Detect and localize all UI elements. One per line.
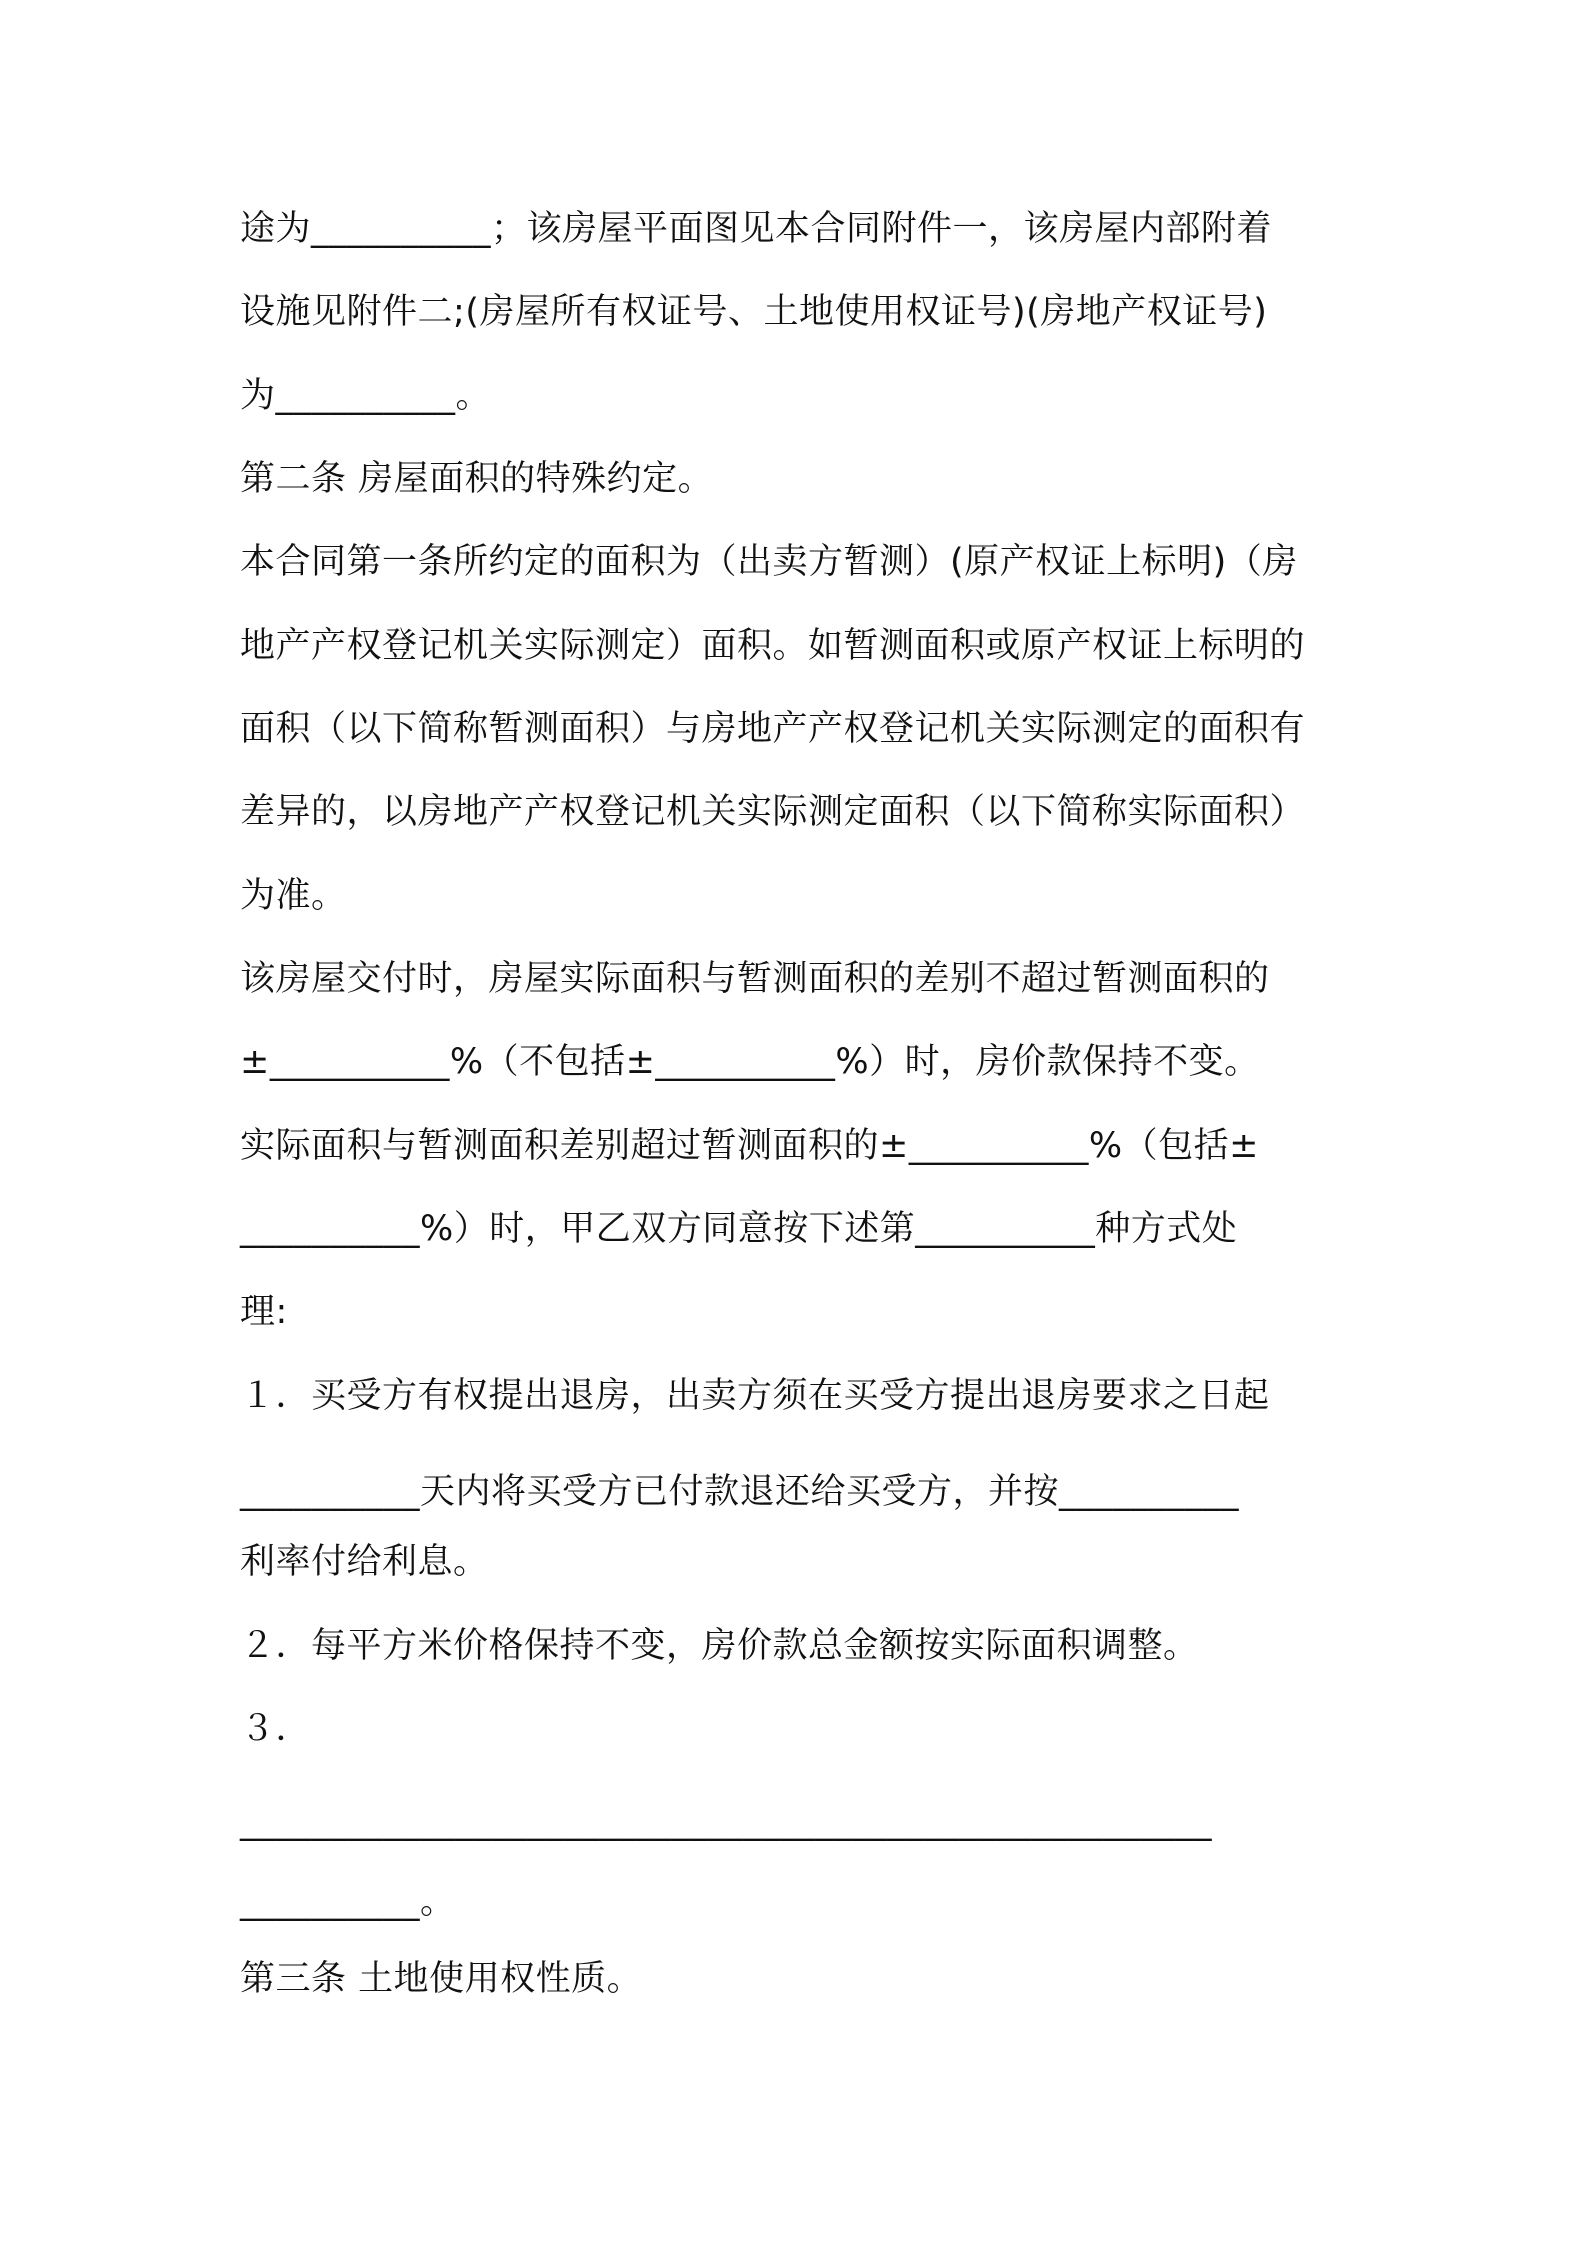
blank-line: ______________________________________________________	[240, 1802, 1212, 1842]
text-line: 为准。	[240, 876, 347, 916]
text-line: 为__________。	[240, 376, 492, 416]
text-line: 实际面积与暂测面积差别超过暂测面积的±__________%（包括±	[240, 1126, 1259, 1166]
section-heading: 第三条 土地使用权性质。	[240, 1959, 643, 1999]
text-line: 设施见附件二;(房屋所有权证号、土地使用权证号)(房地产权证号)	[240, 292, 1268, 332]
text-line: 差异的，以房地产产权登记机关实际测定面积（以下简称实际面积）	[240, 792, 1306, 832]
text-line: 面积（以下简称暂测面积）与房地产产权登记机关实际测定的面积有	[240, 709, 1306, 749]
text-line: __________天内将买受方已付款退还给买受方，并按__________	[240, 1472, 1240, 1512]
text-line: ±__________%（不包括±__________%）时，房价款保持不变。	[240, 1042, 1260, 1082]
text-line: 利率付给利息。	[240, 1542, 489, 1582]
text-line: 该房屋交付时，房屋实际面积与暂测面积的差别不超过暂测面积的	[240, 959, 1270, 999]
text-line: __________%）时，甲乙双方同意按下述第__________种方式处	[240, 1209, 1238, 1249]
list-item: １．买受方有权提出退房，出卖方须在买受方提出退房要求之日起	[240, 1376, 1270, 1416]
text-line: 本合同第一条所约定的面积为（出卖方暂测）(原产权证上标明)（房	[240, 542, 1298, 582]
section-heading: 第二条 房屋面积的特殊约定。	[240, 459, 714, 499]
text-line: 地产产权登记机关实际测定）面积。如暂测面积或原产权证上标明的	[240, 626, 1306, 666]
list-item: ２．每平方米价格保持不变，房价款总金额按实际面积调整。	[240, 1626, 1199, 1666]
text-line: 理:	[240, 1292, 288, 1332]
list-item: ３．	[240, 1709, 312, 1749]
text-line: 途为__________；该房屋平面图见本合同附件一，该房屋内部附着	[240, 209, 1273, 249]
text-line: __________。	[240, 1882, 456, 1922]
